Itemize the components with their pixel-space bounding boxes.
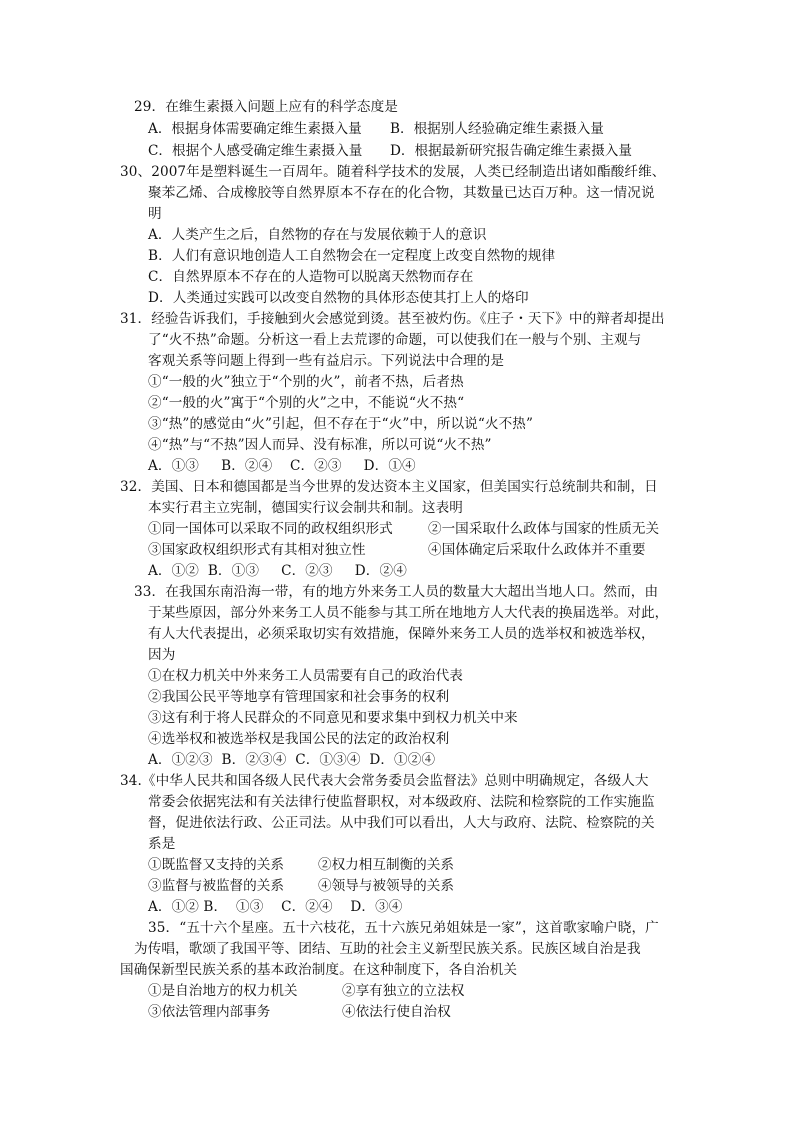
q33-item-3: ③这有利于将人民群众的不同意见和要求集中到权力机关中来 [148, 710, 518, 726]
q33-stem-line2: 于某些原因，部分外来务工人员不能参与其工所在地地方人大代表的换届选举。对此， [148, 605, 669, 621]
q31-item-1: ①“一般的火”独立于“个别的火”，前者不热，后者热 [148, 374, 464, 390]
q35-item-1: ①是自治地方的权力机关 [148, 983, 298, 999]
q32-items-row2 [0, 540, 794, 561]
q35-item-3: ③依法管理内部事务 [148, 1004, 271, 1020]
q30-option-a: A．人类产生之后，自然物的存在与发展依赖于人的意识 [148, 227, 487, 243]
q30-option-b: B．人们有意识地创造人工自然物会在一定程度上改变自然物的规律 [148, 248, 556, 264]
q32-items-row1 [0, 519, 794, 540]
q29-stem: 29．在维生素摄入问题上应有的科学态度是 [134, 99, 398, 115]
q30-stem-line3: 明 [148, 206, 162, 222]
q34-stem-line2: 常委会依据宪法和有关法律行使监督职权，对本级政府、法院和检察院的工作实施监 [148, 794, 655, 810]
q32-item-3: ③国家政权组织形式有其相对独立性 [148, 542, 366, 558]
q29-option-b: B．根据别人经验确定维生素摄入量 [390, 121, 604, 137]
q33-item-2: ②我国公民平等地享有管理国家和社会事务的权利 [148, 689, 450, 705]
q35-items-row2 [0, 1002, 794, 1023]
q34-item-1: ①既监督又支持的关系 [148, 857, 284, 873]
q32-answer-options: A．①② B．①③ C．②③ D．②④ [148, 563, 407, 579]
q33-answer-options: A．①②③ B．②③④ C．①③④ D．①②④ [148, 752, 436, 768]
q33-item-1: ①在权力机关中外来务工人员需要有自己的政治代表 [148, 668, 463, 684]
q29-options-row2 [0, 141, 794, 162]
q35-items-row1 [0, 981, 794, 1002]
q31-item-4: ④“热”与“不热”因人而异、没有标准，所以可说“火不热” [148, 437, 492, 453]
q33-stem-line4: 因为 [148, 647, 176, 663]
q29-options-row1 [0, 119, 794, 140]
q29-option-a: A．根据身体需要确定维生素摄入量 [148, 121, 362, 137]
q30-option-c: C．自然界原本不存在的人造物可以脱离天然物而存在 [148, 269, 474, 285]
q34-stem-line1: 34.《中华人民共和国各级人民代表大会常务委员会监督法》总则中明确规定，各级人大 [120, 773, 649, 789]
q29-option-c: C．根据个人感受确定维生素摄入量 [148, 143, 363, 159]
q34-items-row1 [0, 855, 794, 876]
q31-stem-line3: 客观关系等问题上得到一些有益启示。下列说法中合理的是 [148, 353, 505, 369]
q32-item-2: ②一国采取什么政体与国家的性质无关 [428, 521, 660, 537]
q32-stem-line1: 32．美国、日本和德国都是当今世界的发达资本主义国家，但美国实行总统制共和制，日 [120, 479, 658, 495]
q35-stem-line2: 为传唱，歌颂了我国平等、团结、互助的社会主义新型民族关系。民族区域自治是我 [134, 941, 641, 957]
q34-item-3: ③监督与被监督的关系 [148, 878, 284, 894]
q31-answer-options: A．①③ B．②④ C．②③ D．①④ [148, 458, 416, 474]
q33-stem-line1: 33．在我国东南沿海一带，有的地方外来务工人员的数量大大超出当地人口。然而，由 [134, 584, 659, 600]
q32-item-1: ①同一国体可以采取不同的政权组织形式 [148, 521, 393, 537]
q31-item-2: ②“一般的火”寓于“个别的火”之中，不能说“火不热“ [148, 395, 465, 411]
q34-answer-options: A．①② B． ①③ C．②④ D．③④ [148, 899, 403, 915]
q33-stem-line3: 有人大代表提出，必须采取切实有效措施，保障外来务工人员的选举权和被选举权， [148, 626, 655, 642]
q35-stem-line1: 35．“五十六个星座。五十六枝花，五十六族兄弟姐妹是一家”，这首歌家喻户晓，广 [148, 920, 659, 936]
q35-item-4: ④依法行使自治权 [342, 1004, 451, 1020]
q34-item-2: ②权力相互制衡的关系 [318, 857, 454, 873]
q31-item-3: ③“热”的感觉由“火”引起，但不存在于“火”中，所以说“火不热” [148, 416, 534, 432]
q32-item-4: ④国体确定后采取什么政体并不重要 [428, 542, 646, 558]
q34-items-row2 [0, 876, 794, 897]
q35-stem-line3: 国确保新型民族关系的基本政治制度。在这种制度下，各自治机关 [120, 962, 518, 978]
q34-stem-line3: 督，促进依法行政、公正司法。从中我们可以看出，人大与政府、法院、检察院的关 [148, 815, 655, 831]
q34-item-4: ④领导与被领导的关系 [318, 878, 454, 894]
q30-stem-line2: 聚苯乙烯、合成橡胶等自然界原本不存在的化合物，其数量已达百万种。这一情况说 [148, 185, 655, 201]
q35-item-2: ②享有独立的立法权 [342, 983, 465, 999]
q33-item-4: ④选举权和被选举权是我国公民的法定的政治权利 [148, 731, 450, 747]
q30-stem-line1: 30、2007年是塑料诞生一百周年。随着科学技术的发展，人类已经制造出诸如酯酸纤维、 [120, 164, 666, 180]
q31-stem-line1: 31．经验告诉我们，手接触到火会感觉到烫。甚至被灼伤。《庄子・天下》中的辩者却提出 [120, 311, 665, 327]
q34-stem-line4: 系是 [148, 836, 176, 852]
q31-stem-line2: 了“火不热”命题。分析这一看上去荒谬的命题，可以使我们在一般与个别、主观与 [148, 332, 642, 348]
q32-stem-line2: 本实行君主立宪制，德国实行议会制共和制。这表明 [148, 500, 463, 516]
q29-option-d: D．根据最新研究报告确定维生素摄入量 [390, 143, 632, 159]
q30-option-d: D．人类通过实践可以改变自然物的具体形态使其打上人的烙印 [148, 290, 529, 306]
